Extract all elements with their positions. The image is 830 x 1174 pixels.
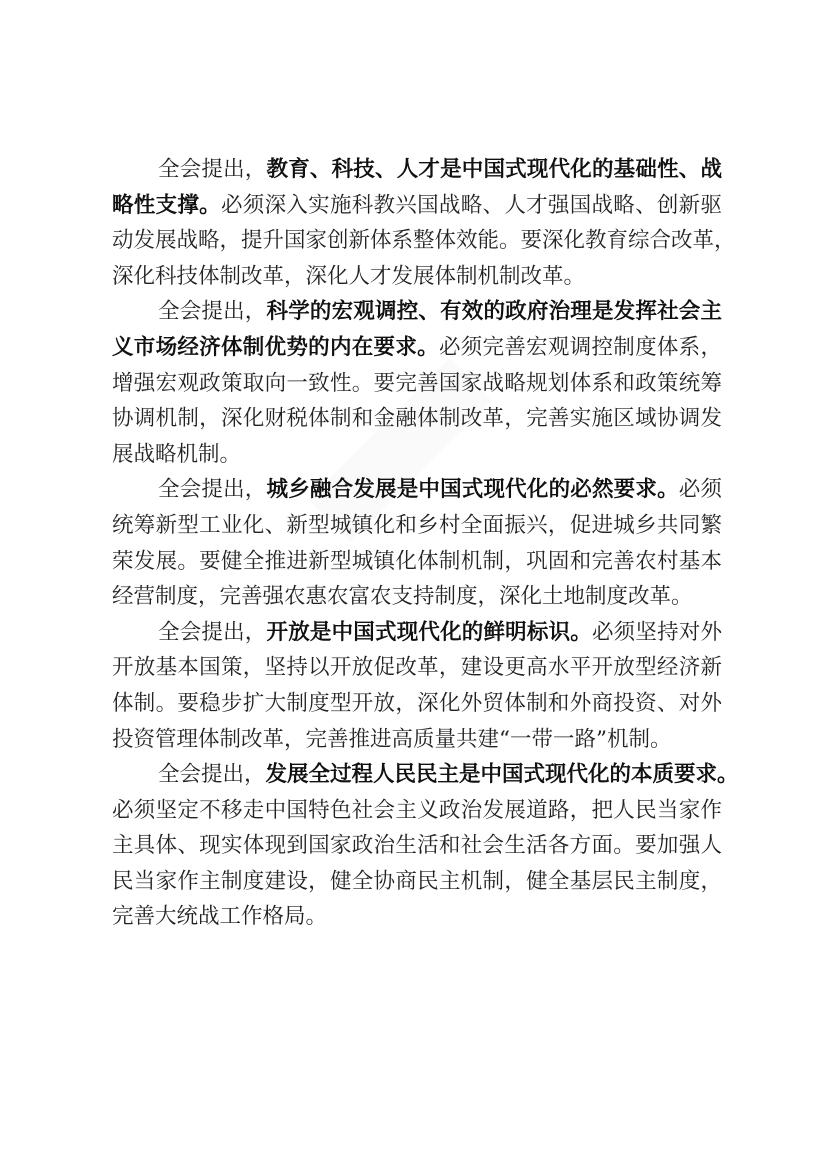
text: 全会提出， [158,619,267,645]
paragraph [112,757,739,935]
text-line [112,223,736,259]
text-line [112,152,722,188]
text-line [112,401,722,437]
paragraph [112,152,736,294]
text-line [112,579,722,615]
document-body [112,152,739,935]
text-line [112,366,722,402]
text: 主具体、现实体现到国家政治生活和社会生活各方面。要加强人 [112,833,722,859]
text: 深化科技体制改革，深化人才发展体制机制改革。 [112,263,586,289]
text-line [112,294,722,330]
text: 荣发展。要健全推进新型城镇化体制机制，巩固和完善农村基本 [112,548,722,574]
text: 增强宏观政策取向一致性。要完善国家战略规划体系和政策统筹 [112,370,722,396]
bold-text: 教育、科技、人才是中国式现代化的基础性、战 [266,157,722,182]
text-line [112,437,722,473]
text: 动发展战略，提升国家创新体系整体效能。要深化教育综合改革， [112,228,736,254]
text: 民当家作主制度建设，健全协商民主机制，健全基层民主制度， [112,868,722,894]
text-line [112,793,722,829]
text-line [112,508,722,544]
text: 必须深入实施科教兴国战略、人才强国战略、创新驱 [220,192,722,218]
text-line [112,864,722,900]
bold-text: 义市场经济体制优势的内在要求。 [112,334,439,360]
text-line [112,544,722,580]
text: 协调机制，深化财税体制和金融体制改革，完善实施区域协调发 [112,406,722,432]
text-line [112,330,722,366]
text: 投资管理体制改革，完善推进高质量共建“一带一路”机制。 [112,726,672,752]
bold-text: 城乡融合发展是中国式现代化的必然要求。 [266,477,679,503]
text: 体制。要稳步扩大制度型开放，深化外贸体制和外商投资、对外 [112,690,722,716]
text: 全会提出， [158,299,267,325]
text-line [112,259,722,295]
text-line [112,828,722,864]
text-line [112,472,722,508]
text: 完善大统战工作格局。 [112,904,328,930]
bold-text: 略性支撑。 [112,192,221,218]
paragraph [112,294,722,472]
text: 展战略机制。 [112,441,242,467]
text-line [112,188,722,224]
paragraph [112,615,722,757]
text-line [112,650,722,686]
text: 全会提出， [158,157,267,182]
text: 开放基本国策，坚持以开放促改革，建设更高水平开放型经济新 [112,655,722,681]
text-line [112,757,739,793]
text: 全会提出， [158,477,267,503]
text-line [112,722,722,758]
text: 必须完善宏观调控制度体系， [438,334,722,360]
bold-text: 发展全过程人民民主是中国式现代化的本质要求。 [265,762,739,788]
text: 经营制度，完善强农惠农富农支持制度，深化土地制度改革。 [112,584,693,610]
text-line [112,899,722,935]
text: 必须坚持对外 [591,619,722,645]
text-line [112,686,722,722]
bold-text: 科学的宏观调控、有效的政府治理是发挥社会主 [266,299,722,325]
text: 全会提出， [158,762,266,788]
text: 必须坚定不移走中国特色社会主义政治发展道路，把人民当家作 [112,797,722,823]
paragraph [112,472,722,614]
text: 必须 [678,477,722,503]
bold-text: 开放是中国式现代化的鲜明标识。 [266,619,592,645]
text: 统筹新型工业化、新型城镇化和乡村全面振兴，促进城乡共同繁 [112,512,722,538]
text-line [112,615,722,651]
